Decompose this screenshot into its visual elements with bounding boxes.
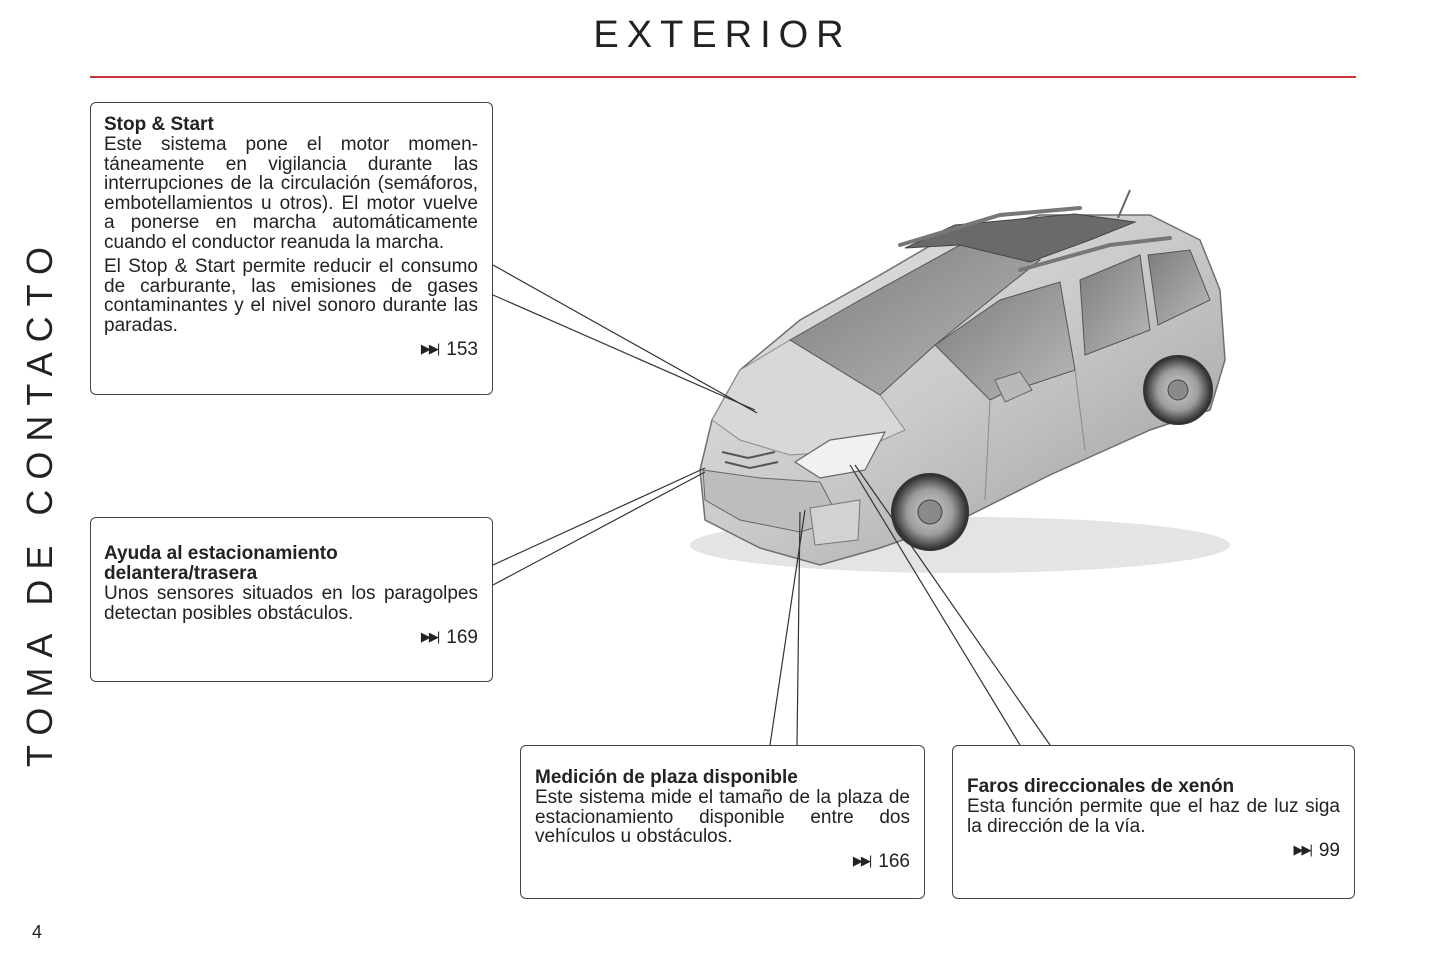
callout-stop-start [90,102,493,395]
callout-text: Este sistema mide el tamaño de la plaza de estacionamiento disponible entre dos vehículos u obstáculos. [535,787,910,847]
callout-text: Esta función permite que el haz de luz siga la dirección de la vía. [967,796,1340,837]
callout-title: Ayuda al estacionamiento delantera/trasera [104,543,338,584]
page-reference-number: 153 [446,339,478,360]
callout-text: Unos sensores situados en los paragolpes detectan posibles obstáculos. [104,583,478,624]
page-reference-number: 99 [1318,840,1340,861]
page-reference-number: 166 [878,850,910,872]
skip-forward-icon: ▶▶| [420,629,439,644]
callout-xenon-headlamps [952,745,1355,899]
callout-text: Este sistema pone el motor momentáneamente en vigilancia durante las interrupciones de la circulación (semáforos, embotellamientos u otros). El motor vuelve a ponerse en marcha automáticamente cuando el conductor reanuda la marcha. [104,134,478,253]
skip-forward-icon: ▶▶| [420,341,439,356]
page-reference[interactable] [104,339,478,361]
page-title: EXTERIOR [593,14,852,56]
callout-title: Stop & Start [104,114,214,135]
page-reference[interactable] [104,627,478,649]
skip-forward-icon: ▶▶| [852,852,871,868]
page-number: 4 [32,922,43,942]
page-reference[interactable] [967,840,1340,862]
callout-parking-assist [90,517,493,682]
page-reference[interactable] [535,851,910,873]
callout-text: El Stop & Start permite reducir el consumo de carburante, las emisiones de gases contaminantes y el nivel sonoro durante las paradas. [104,256,478,336]
page-reference-number: 169 [446,627,478,648]
callout-title: Medición de plaza disponible [535,767,798,788]
skip-forward-icon: ▶▶| [1293,842,1311,857]
callout-title: Faros direccionales de xenón [967,776,1235,797]
section-side-title: TOMA DE CONTACTO [19,236,60,768]
callout-parking-space-measurement [520,745,925,899]
